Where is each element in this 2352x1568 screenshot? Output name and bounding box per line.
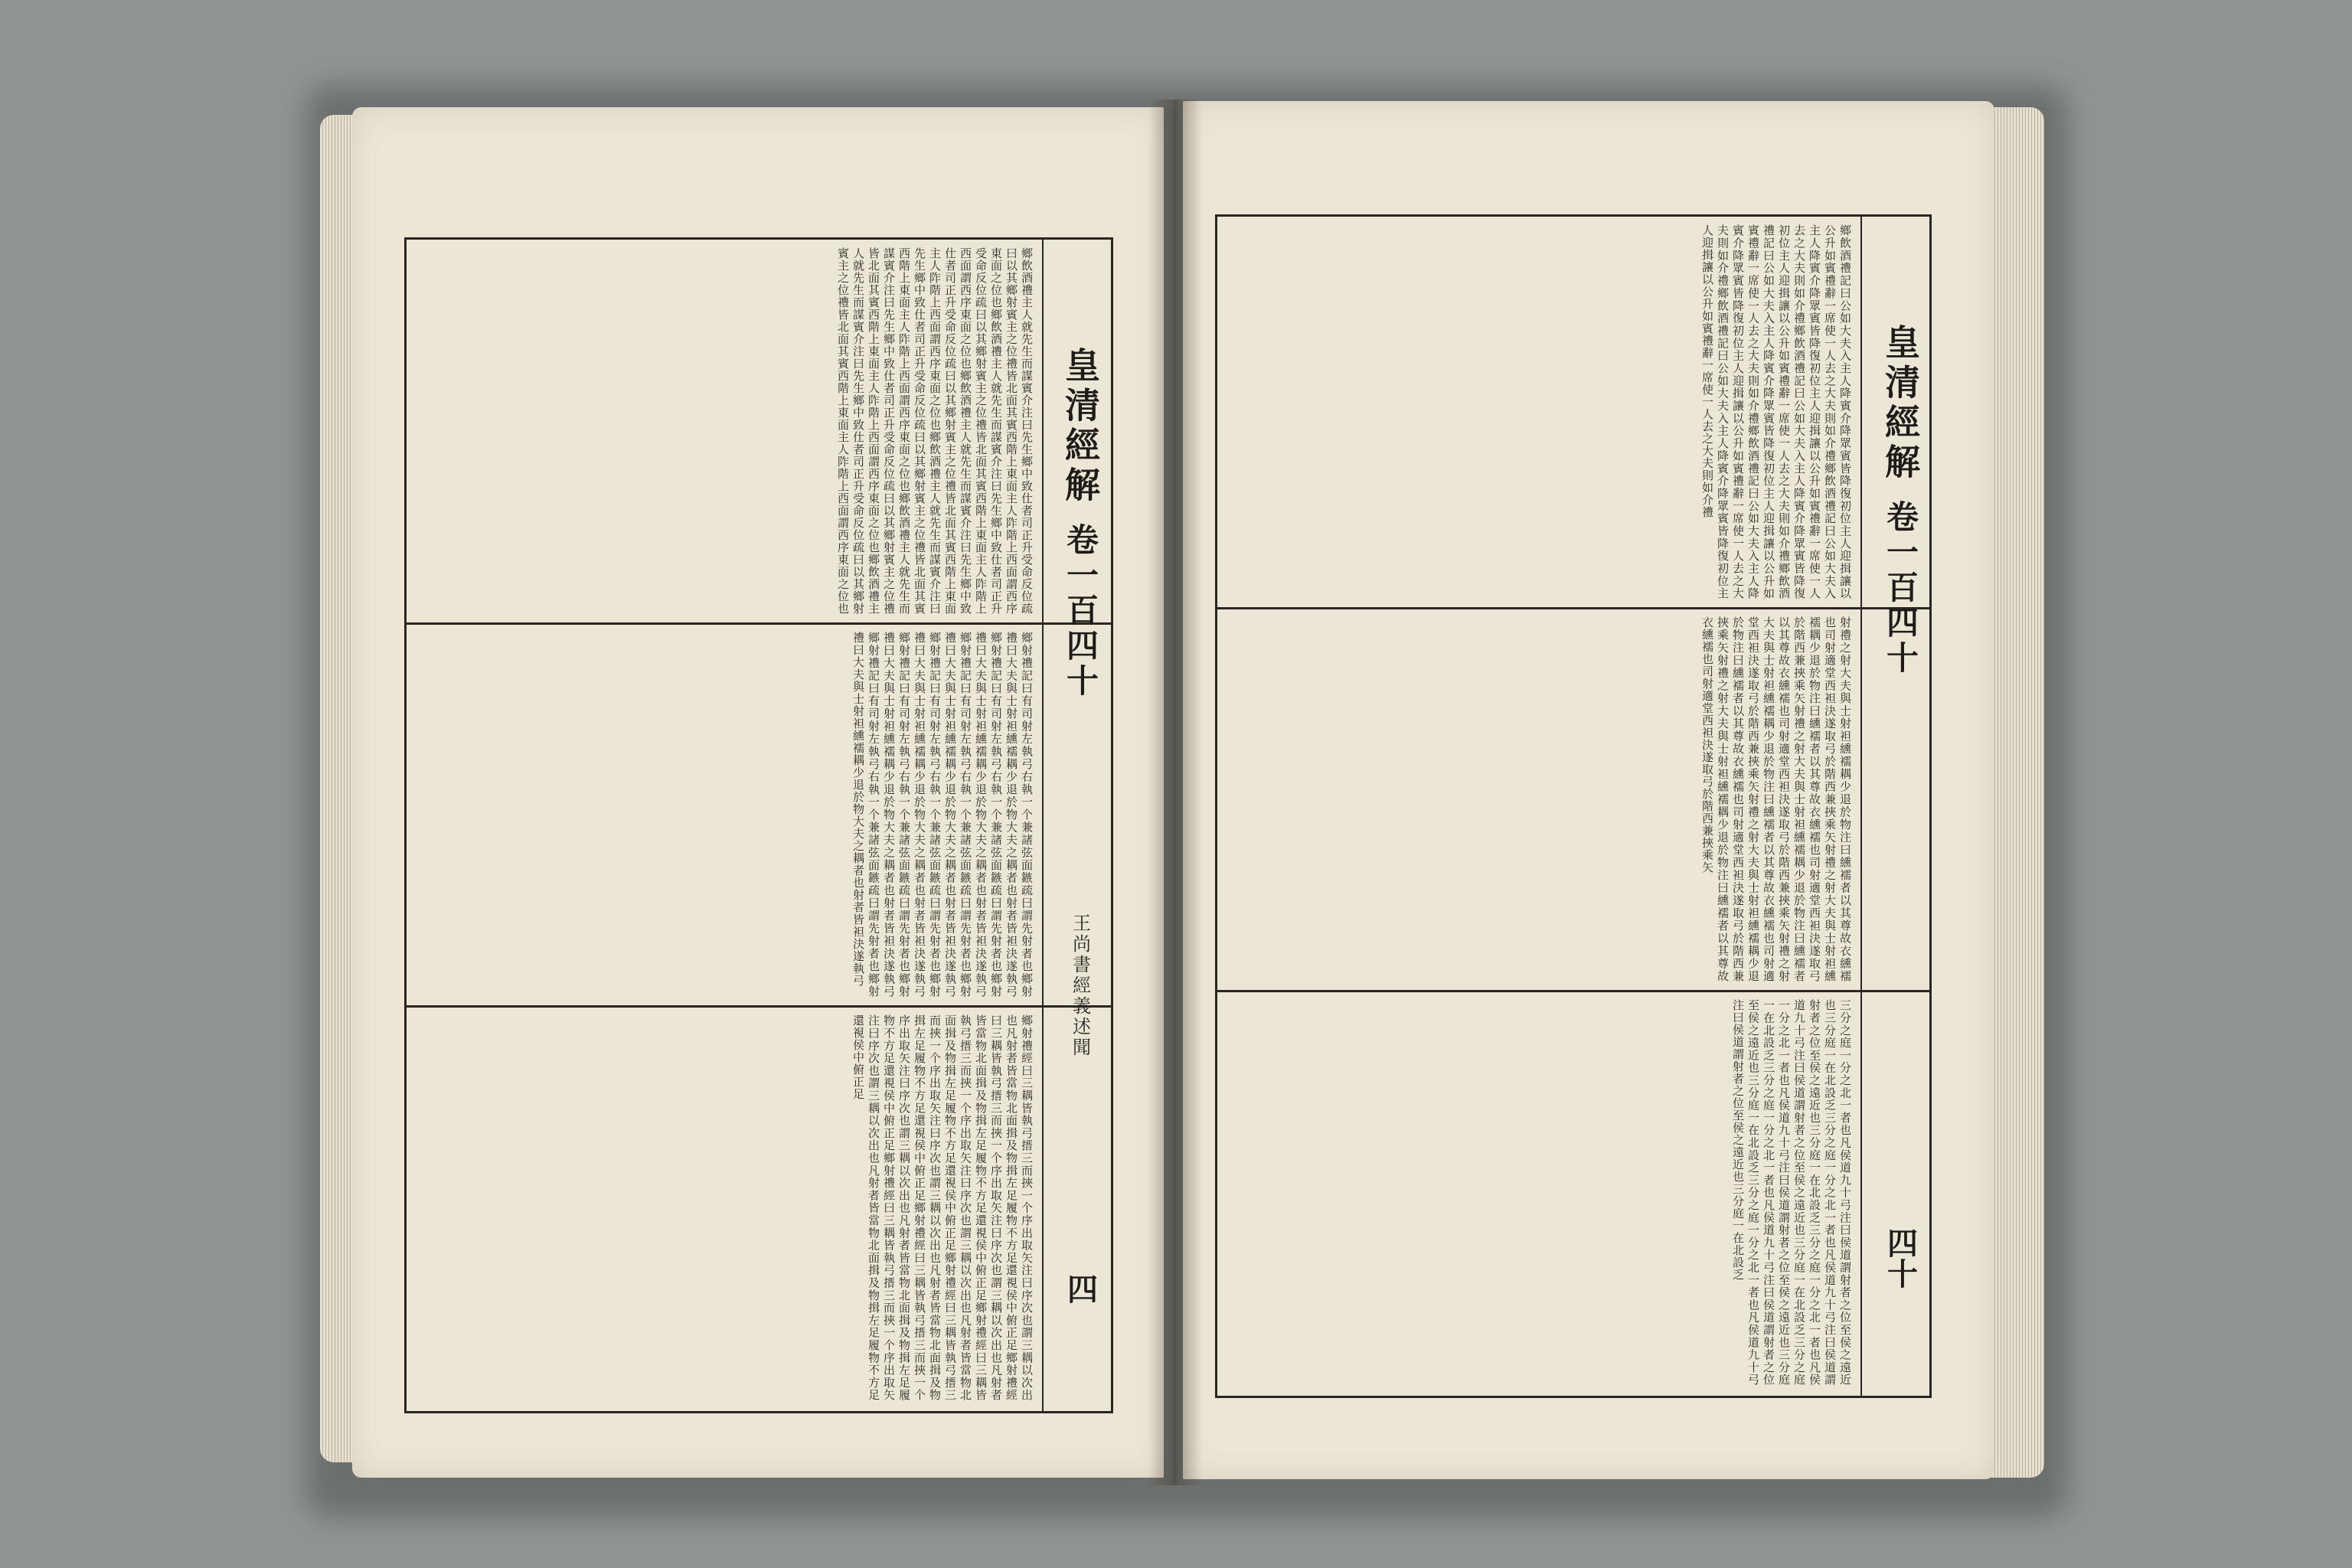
right-page-margin [1867,217,1934,1396]
left-page-frame [404,237,1113,1413]
right-page-frame [1215,214,1932,1398]
text-block: 三分之庭一分之北一者也凡侯道九十弓注曰侯道謂射者之位至侯之遠近也三分庭一在北設乏三分之庭一分之北一者也凡侯道九十弓注曰侯道謂射者之位至侯之遠近也三分庭一在北設乏三分之庭一分之北一者也凡侯道九十弓注曰侯道謂射者之位至侯之遠近也三分庭一在北設乏三分之庭一分之北一者也凡侯道九十弓注曰侯道謂射者之位至侯之遠近也三分庭一在北設乏三分之庭一分之北一者也凡侯道九十弓注曰侯道謂射者之位至侯之遠近也三分庭一在北設乏三分之庭一分之北一者也凡侯道九十弓注曰侯道謂射者之位至侯之遠近也三分庭一在北設乏 [1731,999,1852,1386]
rule-divider [407,1005,1111,1008]
text-block: 射禮之射大夫與士射袒纁襦耦少退於物注曰纁襦者以其尊故衣纁襦也司射適堂西袒決遂取弓於階西兼挾乘矢射禮之射大夫與士射袒纁襦耦少退於物注曰纁襦者以其尊故衣纁襦也司射適堂西袒決遂取弓於階西兼挾乘矢射禮之射大夫與士射袒纁襦耦少退於物注曰纁襦者以其尊故衣纁襦也司射適堂西袒決遂取弓於階西兼挾乘矢射禮之射大夫與士射袒纁襦耦少退於物注曰纁襦者以其尊故衣纁襦也司射適堂西袒決遂取弓於階西兼挾乘矢射禮之射大夫與士射袒纁襦耦少退於物注曰纁襦者以其尊故衣纁襦也司射適堂西袒決遂取弓於階西兼挾乘矢射禮之射大夫與士射袒纁襦耦少退於物注曰纁襦者以其尊故衣纁襦也司射適堂西袒決遂取弓於階西兼挾乘矢 [1700,616,1852,982]
margin-volume: 卷一百四十 [1882,500,1919,676]
rule-divider [1217,990,1929,992]
text-block: 鄉射禮記曰有司射左執弓右執一个兼諸弦面鏃疏曰謂先射者也鄉射禮曰大夫與士射袒纁襦耦少退於物大夫之耦者也射者皆袒決遂執弓鄉射禮記曰有司射左執弓右執一个兼諸弦面鏃疏曰謂先射者也鄉射禮曰大夫與士射袒纁襦耦少退於物大夫之耦者也射者皆袒決遂執弓鄉射禮記曰有司射左執弓右執一个兼諸弦面鏃疏曰謂先射者也鄉射禮曰大夫與士射袒纁襦耦少退於物大夫之耦者也射者皆袒決遂執弓鄉射禮記曰有司射左執弓右執一个兼諸弦面鏃疏曰謂先射者也鄉射禮曰大夫與士射袒纁襦耦少退於物大夫之耦者也射者皆袒決遂執弓鄉射禮記曰有司射左執弓右執一个兼諸弦面鏃疏曰謂先射者也鄉射禮曰大夫與士射袒纁襦耦少退於物大夫之耦者也射者皆袒決遂執弓鄉射禮記曰有司射左執弓右執一个兼諸弦面鏃疏曰謂先射者也鄉射禮曰大夫與士射袒纁襦耦少退於物大夫之耦者也射者皆袒決遂執弓 [851,632,1034,998]
page-number: 四 [1062,1273,1099,1304]
rule-divider [407,622,1111,625]
text-block: 鄉射禮經曰三耦皆執弓搢三而挾一个序出取矢注曰序次也謂三耦以次出也凡射者皆當物北面揖及物揖左足履物不方足還視侯中俯正足鄉射禮經曰三耦皆執弓搢三而挾一个序出取矢注曰序次也謂三耦以次出也凡射者皆當物北面揖及物揖左足履物不方足還視侯中俯正足鄉射禮經曰三耦皆執弓搢三而挾一个序出取矢注曰序次也謂三耦以次出也凡射者皆當物北面揖及物揖左足履物不方足還視侯中俯正足鄉射禮經曰三耦皆執弓搢三而挾一个序出取矢注曰序次也謂三耦以次出也凡射者皆當物北面揖及物揖左足履物不方足還視侯中俯正足鄉射禮經曰三耦皆執弓搢三而挾一个序出取矢注曰序次也謂三耦以次出也凡射者皆當物北面揖及物揖左足履物不方足還視侯中俯正足鄉射禮經曰三耦皆執弓搢三而挾一个序出取矢注曰序次也謂三耦以次出也凡射者皆當物北面揖及物揖左足履物不方足還視侯中俯正足 [851,1014,1034,1401]
left-page-margin [1047,240,1114,1411]
right-page [1183,101,1994,1479]
margin-title: 皇清經解 [1060,347,1101,506]
margin-subtitle: 王尚書經義述聞 [1069,913,1091,1058]
text-block: 鄉飲酒禮記曰公如大夫入主人降賓介降眾賓皆降復初位主人迎揖讓以公升如賓禮辭一席使一人去之大夫則如介禮鄉飲酒禮記曰公如大夫入主人降賓介降眾賓皆降復初位主人迎揖讓以公升如賓禮辭一席使一人去之大夫則如介禮鄉飲酒禮記曰公如大夫入主人降賓介降眾賓皆降復初位主人迎揖讓以公升如賓禮辭一席使一人去之大夫則如介禮鄉飲酒禮記曰公如大夫入主人降賓介降眾賓皆降復初位主人迎揖讓以公升如賓禮辭一席使一人去之大夫則如介禮鄉飲酒禮記曰公如大夫入主人降賓介降眾賓皆降復初位主人迎揖讓以公升如賓禮辭一席使一人去之大夫則如介禮鄉飲酒禮記曰公如大夫入主人降賓介降眾賓皆降復初位主人迎揖讓以公升如賓禮辭一席使一人去之大夫則如介禮 [1700,224,1852,599]
margin-volume: 卷一百四十 [1062,523,1099,699]
margin-divider [1860,217,1862,1396]
margin-divider [1042,240,1044,1411]
rule-divider [1217,607,1929,609]
text-block: 鄉飲酒禮主人就先生而謀賓介注曰先生鄉中致仕者司正升受命反位疏曰以其鄉射賓主之位禮皆北面其賓西階上東面主人阼階上西面謂西序東面之位也鄉飲酒禮主人就先生而謀賓介注曰先生鄉中致仕者司正升受命反位疏曰以其鄉射賓主之位禮皆北面其賓西階上東面主人阼階上西面謂西序東面之位也鄉飲酒禮主人就先生而謀賓介注曰先生鄉中致仕者司正升受命反位疏曰以其鄉射賓主之位禮皆北面其賓西階上東面主人阼階上西面謂西序東面之位也鄉飲酒禮主人就先生而謀賓介注曰先生鄉中致仕者司正升受命反位疏曰以其鄉射賓主之位禮皆北面其賓西階上東面主人阼階上西面謂西序東面之位也鄉飲酒禮主人就先生而謀賓介注曰先生鄉中致仕者司正升受命反位疏曰以其鄉射賓主之位禮皆北面其賓西階上東面主人阼階上西面謂西序東面之位也鄉飲酒禮主人就先生而謀賓介注曰先生鄉中致仕者司正升受命反位疏曰以其鄉射賓主之位禮皆北面其賓西階上東面主人阼階上西面謂西序東面之位也 [836,247,1034,615]
margin-title: 皇清經解 [1880,324,1921,483]
page-number: 四十 [1882,1227,1919,1289]
left-page [352,107,1164,1478]
book-gutter [1148,100,1202,1485]
